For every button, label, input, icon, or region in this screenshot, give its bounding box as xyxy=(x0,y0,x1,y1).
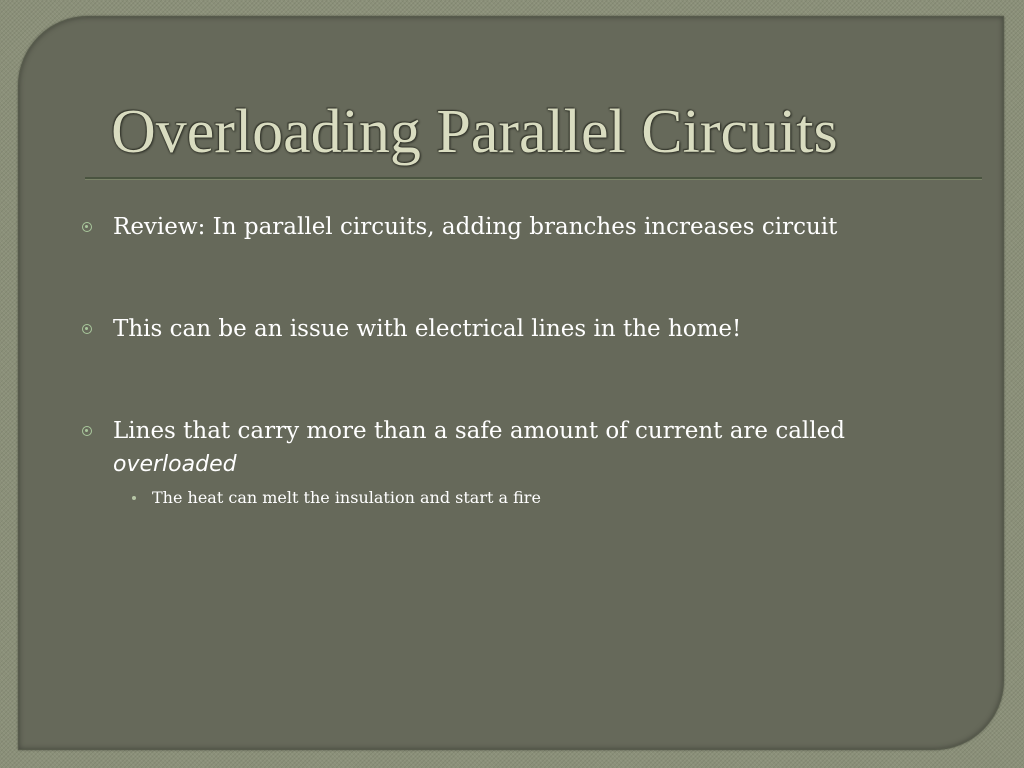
bullet-text: Review: In parallel circuits, adding branches increases circuit xyxy=(113,214,838,240)
title-divider xyxy=(85,177,982,180)
bullet-item-review xyxy=(79,211,837,244)
bullet-item-overloaded xyxy=(79,415,973,481)
bullet-emphasis: overloaded xyxy=(113,452,237,477)
bullet-text: Lines that carry more than a safe amount of current are called xyxy=(113,418,845,444)
sub-bullet-text: The heat can melt the insulation and start a fire xyxy=(152,488,541,507)
target-circle-bullet-icon xyxy=(82,222,92,232)
sub-bullet-item-heat xyxy=(128,487,541,509)
bullet-item-home-lines xyxy=(79,313,741,346)
bullet-text: This can be an issue with electrical lines in the home! xyxy=(113,316,742,342)
slide-panel xyxy=(18,16,1004,750)
target-circle-bullet-icon xyxy=(82,426,92,436)
slide-title: Overloading Parallel Circuits xyxy=(111,98,838,166)
target-circle-bullet-icon xyxy=(82,324,92,334)
dot-bullet-icon xyxy=(132,496,136,500)
